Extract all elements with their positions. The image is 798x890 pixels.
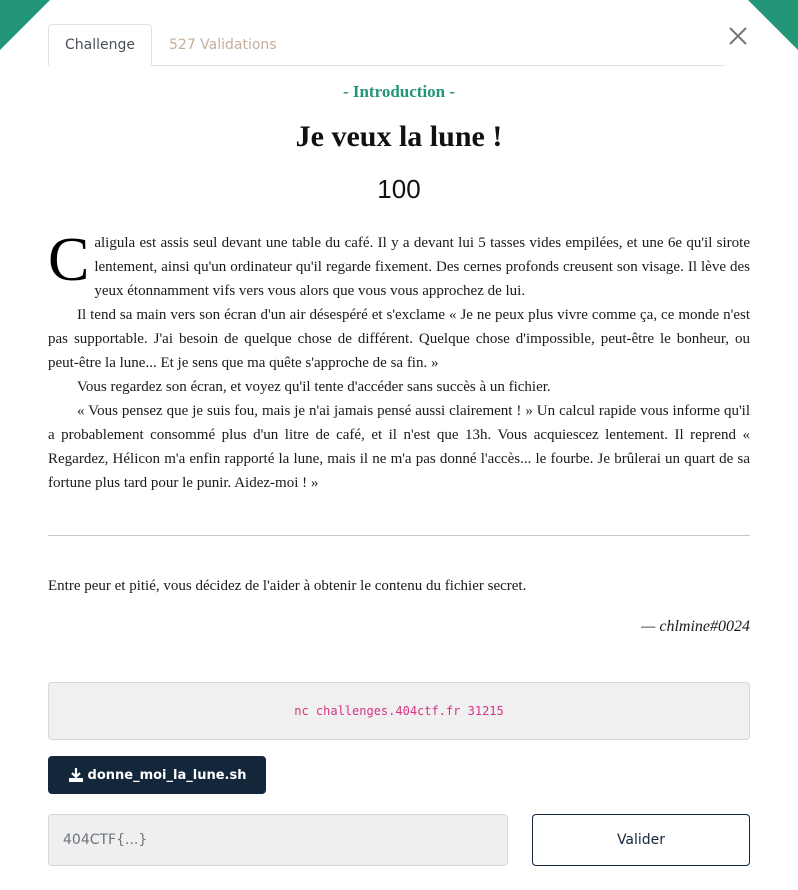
drop-cap: C (48, 226, 90, 294)
challenge-points: 100 (377, 174, 421, 204)
corner-decoration-left (0, 0, 50, 50)
challenge-author: — chlmine#0024 (641, 618, 750, 635)
download-file-button[interactable] (48, 756, 266, 794)
close-icon (726, 24, 750, 48)
story-paragraph: Vous regardez son écran, et voyez qu'il tente d'accéder sans succès à un fichier. (77, 379, 551, 395)
close-button[interactable] (726, 24, 750, 48)
challenge-story (48, 226, 750, 495)
challenge-task: Entre peur et pitié, vous décidez de l'aider à obtenir le contenu du fichier secret. (48, 578, 527, 594)
story-paragraph: Caligula est assis seul devant une table du café. Il y a devant lui 5 tasses vides empilées, et une 6e qu'il sirote lentement, ainsi qu'un ordinateur qu'il regarde fixement. Des cernes profonds creusent son visage. Il lève des yeux étonnamment vifs vers vous alors que vous vous approchez de lui. (48, 226, 750, 299)
challenge-category: - Introduction - (342, 82, 456, 101)
story-paragraph: « Vous pensez que je suis fou, mais je n'ai jamais pensé aussi clairement ! » Un calcul rapide vous informe qu'il a probablement consommé plus d'un litre de café, et il n'est que 13h. Vous acquiescez lentement. Il reprend « Regardez, Hélicon m'a enfin rapporté la lune, mais il ne m'a pas donné l'accès... le fourbe. Je brûlerai un quart de sa fortune plus tard pour le punir. Aidez-moi ! » (48, 403, 750, 491)
tab-validations[interactable]: 527 Validations (169, 37, 277, 53)
download-icon (68, 767, 84, 783)
flag-input[interactable] (48, 814, 508, 866)
connection-info-box (48, 682, 750, 740)
connection-command[interactable]: nc challenges.404ctf.fr 31215 (294, 704, 504, 718)
download-file-label: donne_moi_la_lune.sh (87, 767, 247, 783)
story-paragraph: Il tend sa main vers son écran d'un air désespéré et s'exclame « Je ne peux plus vivre comme ça, ce monde n'est pas supportable. J'ai besoin de quelque chose de différent. Quelque chose d'impossible, peut-être le bonheur, ou peut-être la lune... Et je sens que ma quête s'approche de sa fin. » (48, 307, 750, 371)
divider (48, 535, 750, 536)
submit-flag-button[interactable]: Valider (532, 814, 750, 866)
corner-decoration-right (748, 0, 798, 50)
challenge-tabs (48, 24, 725, 66)
tab-challenge[interactable]: Challenge (48, 24, 152, 66)
challenge-title: Je veux la lune ! (295, 120, 503, 153)
